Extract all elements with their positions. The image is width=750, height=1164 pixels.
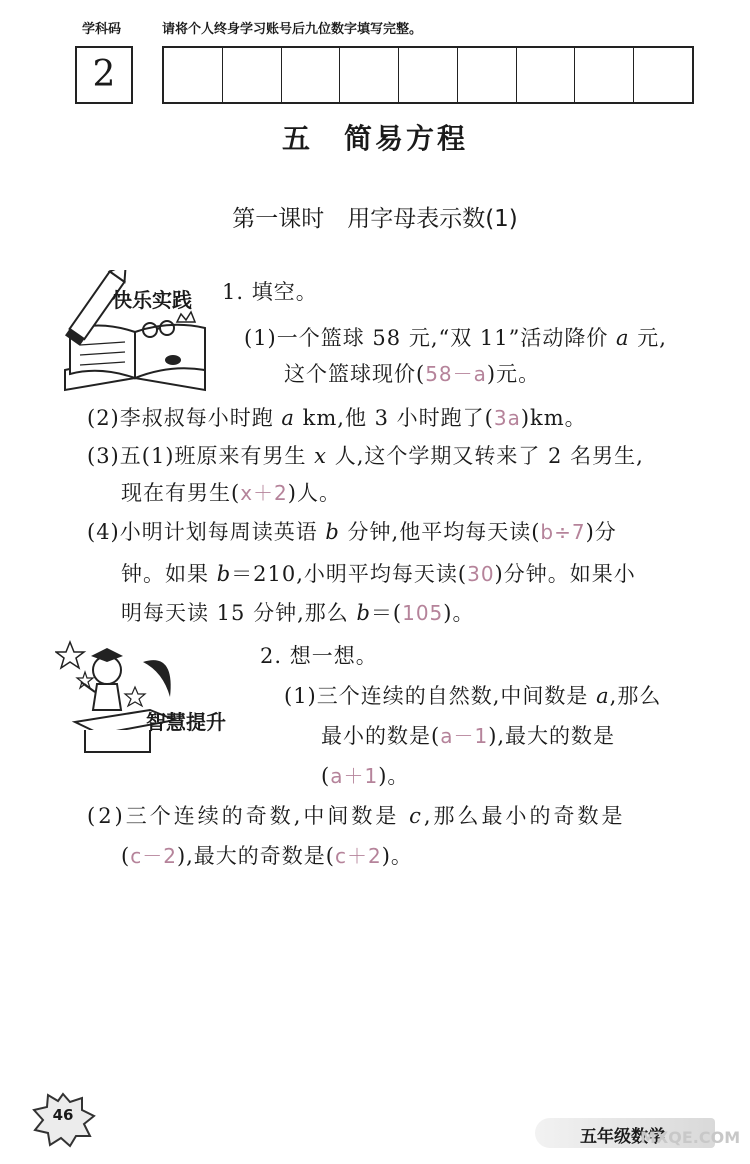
answer-text: a＋1: [330, 764, 379, 788]
digit-box[interactable]: [164, 48, 223, 102]
question-1-1-line-2: 这个篮球现价(58－a)元。: [284, 362, 541, 386]
question-2-1-line-3: (a＋1)。: [321, 764, 410, 788]
subject-code-box: 2: [75, 46, 133, 104]
account-digit-boxes[interactable]: [162, 46, 694, 104]
question-1-4-line-1: (4)小明计划每周读英语 b 分钟,他平均每天读(b÷7)分: [87, 520, 617, 544]
question-1-4-line-2: 钟。如果 b＝210,小明平均每天读(30)分钟。如果小: [121, 562, 636, 586]
answer-text: 30: [467, 562, 495, 586]
answer-text: 105: [402, 601, 444, 625]
section-badge-happy-practice: 快乐实践: [112, 288, 192, 312]
digit-box[interactable]: [458, 48, 517, 102]
page-number: 46: [52, 1106, 74, 1124]
lesson-title: 第一课时 用字母表示数(1): [232, 206, 518, 232]
footer-grade-subject: 五年级数学: [580, 1127, 665, 1147]
section-badge-wisdom-boost: 智慧提升: [146, 710, 226, 734]
question-1-heading: 1. 填空。: [222, 280, 318, 304]
digit-box[interactable]: [282, 48, 341, 102]
question-1-3-line-2: 现在有男生(x＋2)人。: [121, 481, 341, 505]
answer-text: 3a: [493, 406, 521, 430]
answer-text: b÷7: [540, 520, 586, 544]
question-2-1-line-1: (1)三个连续的自然数,中间数是 a,那么: [284, 684, 662, 708]
digit-box[interactable]: [223, 48, 282, 102]
digit-box[interactable]: [399, 48, 458, 102]
subject-code-label: 学科码: [82, 22, 122, 37]
question-2-2-line-2: (c－2),最大的奇数是(c＋2)。: [121, 844, 413, 868]
digit-box[interactable]: [634, 48, 692, 102]
answer-text: 58－a: [425, 362, 487, 386]
digit-box[interactable]: [575, 48, 634, 102]
question-1-1-line-1: (1)一个篮球 58 元,“双 11”活动降价 a 元,: [244, 326, 667, 350]
answer-text: a－1: [440, 724, 489, 748]
question-1-3-line-1: (3)五(1)班原来有男生 x 人,这个学期又转来了 2 名男生,: [87, 444, 644, 468]
digit-box[interactable]: [340, 48, 399, 102]
watermark: MXQE.COM: [640, 1128, 741, 1147]
answer-text: c＋2: [335, 844, 382, 868]
graduate-kid-icon: [55, 632, 245, 757]
answer-text: x＋2: [240, 481, 288, 505]
question-2-1-line-2: 最小的数是(a－1),最大的数是: [321, 724, 616, 748]
account-instruction: 请将个人终身学习账号后九位数字填写完整。: [162, 22, 423, 37]
question-1-2: (2)李叔叔每小时跑 a km,他 3 小时跑了(3a)km。: [87, 406, 587, 430]
question-2-2-line-1: (2)三个连续的奇数,中间数是 c,那么最小的奇数是: [87, 804, 626, 828]
question-1-4-line-3: 明每天读 15 分钟,那么 b＝(105)。: [121, 601, 475, 625]
chapter-title: 五 简易方程: [281, 122, 468, 155]
answer-text: c－2: [130, 844, 177, 868]
question-2-heading: 2. 想一想。: [260, 644, 378, 668]
digit-box[interactable]: [517, 48, 576, 102]
